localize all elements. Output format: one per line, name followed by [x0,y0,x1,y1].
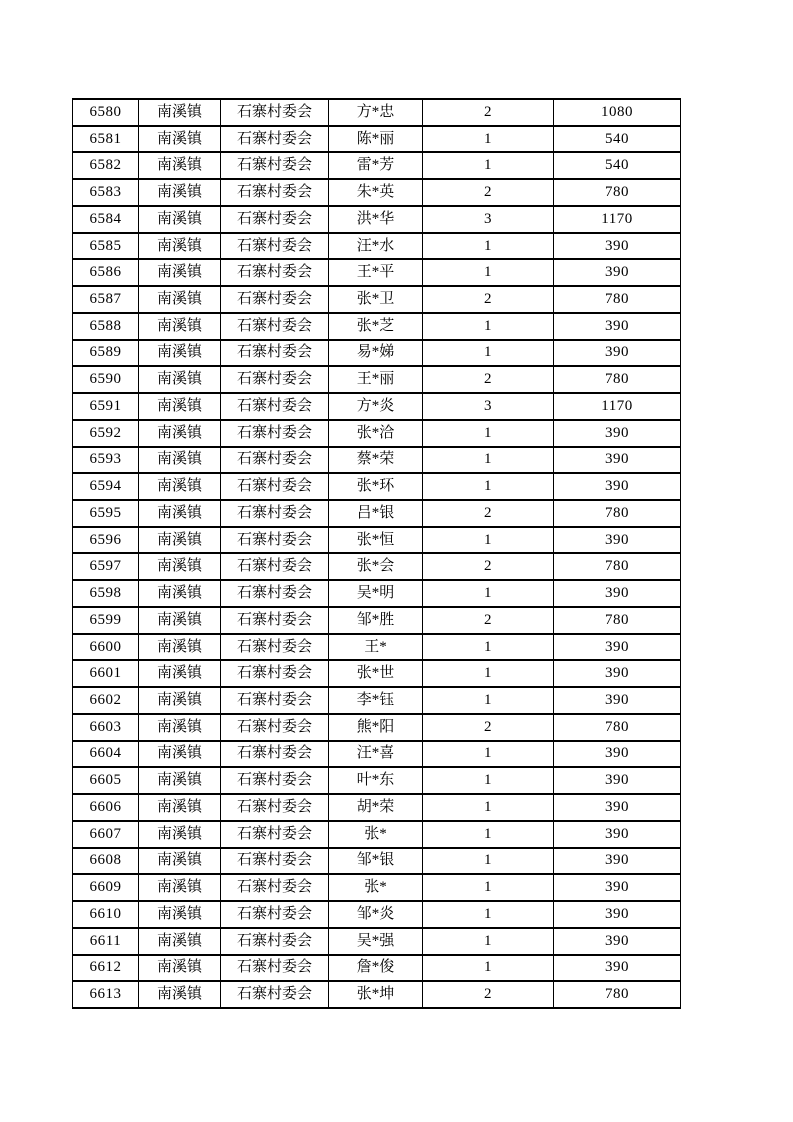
cell-person-name: 陈*丽 [329,126,423,153]
cell-town: 南溪镇 [139,420,221,447]
cell-amount: 390 [554,660,681,687]
table-row [73,527,681,554]
cell-count: 1 [423,420,554,447]
cell-amount: 780 [554,179,681,206]
table-row [73,821,681,848]
cell-village-committee: 石寨村委会 [221,607,329,634]
cell-record-id: 6585 [73,233,139,260]
cell-person-name: 胡*荣 [329,794,423,821]
table-row [73,126,681,153]
cell-person-name: 张*恒 [329,527,423,554]
cell-amount: 1170 [554,393,681,420]
cell-amount: 390 [554,741,681,768]
cell-record-id: 6587 [73,286,139,313]
cell-amount: 390 [554,901,681,928]
cell-count: 1 [423,447,554,474]
table-row [73,420,681,447]
cell-amount: 390 [554,687,681,714]
cell-amount: 780 [554,553,681,580]
cell-town: 南溪镇 [139,259,221,286]
cell-village-committee: 石寨村委会 [221,393,329,420]
cell-person-name: 易*娣 [329,340,423,367]
cell-village-committee: 石寨村委会 [221,767,329,794]
cell-town: 南溪镇 [139,634,221,661]
cell-town: 南溪镇 [139,928,221,955]
cell-person-name: 张* [329,874,423,901]
cell-amount: 390 [554,848,681,875]
table-row [73,179,681,206]
table-row [73,634,681,661]
cell-record-id: 6608 [73,848,139,875]
cell-count: 1 [423,848,554,875]
cell-count: 2 [423,366,554,393]
cell-village-committee: 石寨村委会 [221,313,329,340]
cell-count: 1 [423,634,554,661]
table-row [73,206,681,233]
cell-record-id: 6592 [73,420,139,447]
records-table [72,98,681,1009]
cell-record-id: 6595 [73,500,139,527]
cell-record-id: 6582 [73,152,139,179]
cell-person-name: 邹*银 [329,848,423,875]
records-table-body [73,99,681,1008]
cell-village-committee: 石寨村委会 [221,126,329,153]
cell-record-id: 6598 [73,580,139,607]
cell-village-committee: 石寨村委会 [221,99,329,126]
cell-person-name: 吕*银 [329,500,423,527]
cell-village-committee: 石寨村委会 [221,901,329,928]
cell-person-name: 张*芝 [329,313,423,340]
table-row [73,928,681,955]
table-row [73,660,681,687]
cell-count: 1 [423,340,554,367]
cell-village-committee: 石寨村委会 [221,553,329,580]
cell-village-committee: 石寨村委会 [221,981,329,1008]
cell-count: 1 [423,821,554,848]
cell-count: 1 [423,126,554,153]
cell-amount: 390 [554,447,681,474]
cell-record-id: 6584 [73,206,139,233]
cell-count: 1 [423,687,554,714]
cell-record-id: 6580 [73,99,139,126]
cell-person-name: 吴*明 [329,580,423,607]
cell-town: 南溪镇 [139,660,221,687]
cell-count: 1 [423,955,554,982]
cell-person-name: 吴*强 [329,928,423,955]
table-row [73,553,681,580]
cell-count: 2 [423,607,554,634]
cell-count: 2 [423,981,554,1008]
cell-record-id: 6594 [73,473,139,500]
table-row [73,767,681,794]
cell-village-committee: 石寨村委会 [221,473,329,500]
cell-town: 南溪镇 [139,233,221,260]
cell-count: 2 [423,553,554,580]
cell-village-committee: 石寨村委会 [221,500,329,527]
cell-village-committee: 石寨村委会 [221,848,329,875]
cell-town: 南溪镇 [139,874,221,901]
cell-village-committee: 石寨村委会 [221,821,329,848]
cell-town: 南溪镇 [139,981,221,1008]
cell-town: 南溪镇 [139,687,221,714]
cell-town: 南溪镇 [139,393,221,420]
table-row [73,393,681,420]
cell-record-id: 6610 [73,901,139,928]
cell-amount: 390 [554,634,681,661]
table-row [73,955,681,982]
cell-village-committee: 石寨村委会 [221,152,329,179]
cell-count: 1 [423,741,554,768]
cell-amount: 390 [554,767,681,794]
cell-record-id: 6604 [73,741,139,768]
cell-person-name: 汪*喜 [329,741,423,768]
cell-count: 1 [423,660,554,687]
cell-record-id: 6589 [73,340,139,367]
cell-person-name: 詹*俊 [329,955,423,982]
cell-person-name: 洪*华 [329,206,423,233]
cell-count: 1 [423,259,554,286]
cell-person-name: 方*忠 [329,99,423,126]
cell-record-id: 6597 [73,553,139,580]
cell-village-committee: 石寨村委会 [221,794,329,821]
cell-count: 1 [423,767,554,794]
cell-person-name: 汪*水 [329,233,423,260]
cell-amount: 390 [554,527,681,554]
cell-person-name: 熊*阳 [329,714,423,741]
cell-amount: 390 [554,580,681,607]
cell-count: 2 [423,714,554,741]
cell-person-name: 方*炎 [329,393,423,420]
cell-town: 南溪镇 [139,794,221,821]
cell-amount: 390 [554,928,681,955]
cell-amount: 780 [554,500,681,527]
table-row [73,607,681,634]
cell-town: 南溪镇 [139,286,221,313]
cell-person-name: 张* [329,821,423,848]
cell-village-committee: 石寨村委会 [221,660,329,687]
cell-town: 南溪镇 [139,714,221,741]
table-row [73,286,681,313]
cell-person-name: 张*会 [329,553,423,580]
cell-count: 2 [423,286,554,313]
cell-count: 1 [423,473,554,500]
cell-village-committee: 石寨村委会 [221,714,329,741]
cell-amount: 540 [554,152,681,179]
cell-town: 南溪镇 [139,340,221,367]
cell-town: 南溪镇 [139,848,221,875]
cell-village-committee: 石寨村委会 [221,259,329,286]
cell-town: 南溪镇 [139,313,221,340]
cell-record-id: 6581 [73,126,139,153]
cell-record-id: 6607 [73,821,139,848]
cell-record-id: 6606 [73,794,139,821]
cell-person-name: 王* [329,634,423,661]
cell-count: 1 [423,233,554,260]
cell-count: 2 [423,500,554,527]
cell-record-id: 6586 [73,259,139,286]
cell-town: 南溪镇 [139,366,221,393]
table-row [73,580,681,607]
cell-town: 南溪镇 [139,901,221,928]
cell-person-name: 张*坤 [329,981,423,1008]
cell-count: 3 [423,393,554,420]
cell-amount: 390 [554,955,681,982]
cell-town: 南溪镇 [139,821,221,848]
cell-village-committee: 石寨村委会 [221,340,329,367]
cell-count: 1 [423,527,554,554]
cell-record-id: 6588 [73,313,139,340]
cell-town: 南溪镇 [139,152,221,179]
cell-village-committee: 石寨村委会 [221,580,329,607]
cell-person-name: 蔡*荣 [329,447,423,474]
cell-person-name: 邹*炎 [329,901,423,928]
cell-amount: 390 [554,874,681,901]
cell-record-id: 6590 [73,366,139,393]
cell-amount: 780 [554,366,681,393]
cell-person-name: 李*钰 [329,687,423,714]
cell-record-id: 6583 [73,179,139,206]
cell-count: 1 [423,874,554,901]
cell-record-id: 6599 [73,607,139,634]
cell-town: 南溪镇 [139,473,221,500]
table-row [73,313,681,340]
table-sheet [72,98,681,1009]
cell-person-name: 朱*英 [329,179,423,206]
cell-record-id: 6596 [73,527,139,554]
cell-person-name: 张*世 [329,660,423,687]
cell-amount: 390 [554,821,681,848]
cell-town: 南溪镇 [139,447,221,474]
cell-town: 南溪镇 [139,206,221,233]
table-row [73,233,681,260]
table-row [73,687,681,714]
cell-person-name: 张*环 [329,473,423,500]
cell-count: 1 [423,580,554,607]
cell-village-committee: 石寨村委会 [221,366,329,393]
cell-record-id: 6602 [73,687,139,714]
table-row [73,500,681,527]
cell-person-name: 张*卫 [329,286,423,313]
cell-village-committee: 石寨村委会 [221,206,329,233]
cell-record-id: 6613 [73,981,139,1008]
cell-amount: 780 [554,714,681,741]
table-row [73,366,681,393]
cell-count: 3 [423,206,554,233]
table-row [73,901,681,928]
table-row [73,714,681,741]
table-row [73,152,681,179]
cell-record-id: 6612 [73,955,139,982]
cell-count: 1 [423,794,554,821]
cell-record-id: 6593 [73,447,139,474]
cell-count: 1 [423,152,554,179]
cell-village-committee: 石寨村委会 [221,687,329,714]
cell-town: 南溪镇 [139,580,221,607]
cell-town: 南溪镇 [139,553,221,580]
cell-count: 1 [423,313,554,340]
cell-amount: 390 [554,340,681,367]
cell-count: 2 [423,99,554,126]
table-row [73,981,681,1008]
cell-amount: 1170 [554,206,681,233]
table-row [73,794,681,821]
cell-village-committee: 石寨村委会 [221,286,329,313]
cell-record-id: 6591 [73,393,139,420]
cell-town: 南溪镇 [139,500,221,527]
cell-record-id: 6609 [73,874,139,901]
cell-village-committee: 石寨村委会 [221,420,329,447]
table-row [73,848,681,875]
cell-record-id: 6605 [73,767,139,794]
cell-amount: 780 [554,607,681,634]
cell-village-committee: 石寨村委会 [221,634,329,661]
cell-record-id: 6611 [73,928,139,955]
cell-village-committee: 石寨村委会 [221,179,329,206]
cell-town: 南溪镇 [139,767,221,794]
cell-amount: 390 [554,233,681,260]
cell-village-committee: 石寨村委会 [221,527,329,554]
cell-village-committee: 石寨村委会 [221,874,329,901]
cell-person-name: 王*平 [329,259,423,286]
cell-town: 南溪镇 [139,126,221,153]
table-row [73,473,681,500]
cell-town: 南溪镇 [139,607,221,634]
cell-person-name: 王*丽 [329,366,423,393]
cell-amount: 390 [554,473,681,500]
table-row [73,99,681,126]
cell-record-id: 6603 [73,714,139,741]
cell-village-committee: 石寨村委会 [221,928,329,955]
cell-town: 南溪镇 [139,955,221,982]
cell-village-committee: 石寨村委会 [221,447,329,474]
cell-count: 1 [423,901,554,928]
cell-record-id: 6601 [73,660,139,687]
cell-amount: 390 [554,420,681,447]
cell-count: 1 [423,928,554,955]
cell-amount: 390 [554,794,681,821]
cell-amount: 780 [554,981,681,1008]
cell-person-name: 邹*胜 [329,607,423,634]
table-row [73,447,681,474]
table-row [73,340,681,367]
cell-town: 南溪镇 [139,741,221,768]
cell-person-name: 雷*芳 [329,152,423,179]
cell-amount: 780 [554,286,681,313]
cell-amount: 540 [554,126,681,153]
table-row [73,259,681,286]
cell-town: 南溪镇 [139,527,221,554]
cell-town: 南溪镇 [139,179,221,206]
cell-village-committee: 石寨村委会 [221,741,329,768]
cell-record-id: 6600 [73,634,139,661]
table-row [73,874,681,901]
cell-person-name: 张*洽 [329,420,423,447]
cell-town: 南溪镇 [139,99,221,126]
cell-count: 2 [423,179,554,206]
cell-village-committee: 石寨村委会 [221,233,329,260]
cell-amount: 390 [554,313,681,340]
cell-amount: 1080 [554,99,681,126]
cell-village-committee: 石寨村委会 [221,955,329,982]
cell-amount: 390 [554,259,681,286]
table-row [73,741,681,768]
cell-person-name: 叶*东 [329,767,423,794]
